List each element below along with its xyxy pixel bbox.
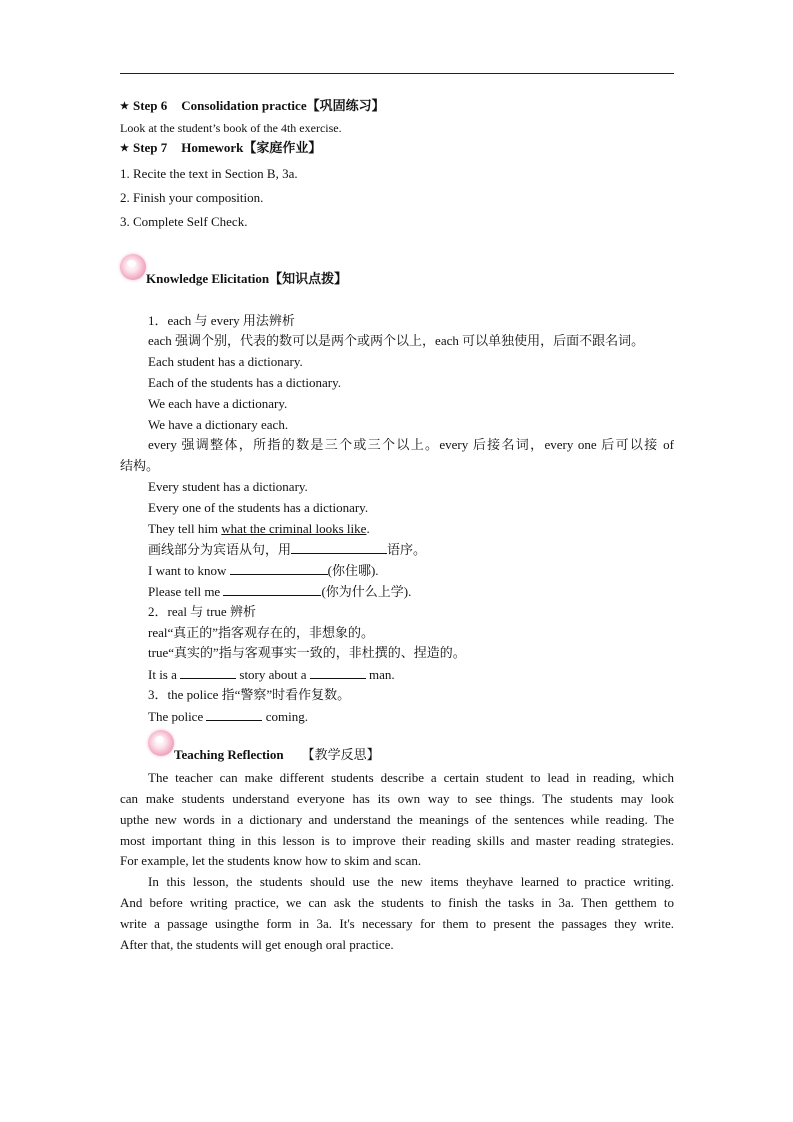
reflection-heading-en: Teaching Reflection [174, 747, 284, 762]
step7-title: Homework【家庭作业】 [181, 140, 322, 155]
header-rule [120, 73, 674, 74]
text-segment: story about a [236, 667, 310, 682]
fill-blank[interactable] [310, 666, 366, 679]
step7-label: Step 7 [132, 140, 168, 155]
step6-title: Consolidation practice【巩固练习】 [181, 98, 385, 113]
example-sentence: We have a dictionary each. [148, 417, 289, 432]
reflection-line: After that, the students will get enough oral practice. [120, 937, 394, 952]
homework-item: 1. Recite the text in Section B, 3a. [120, 166, 298, 181]
text-segment: . [366, 521, 370, 536]
reflection-line: write a passage usingthe form in 3a. It's necessary for them to present the passages they write. [120, 916, 674, 931]
text-segment: The police [148, 709, 207, 724]
text-segment: 画线部分为宾语从句，用 [148, 542, 292, 557]
step6-label: Step 6 [132, 98, 168, 113]
example-sentence: Each of the students has a dictionary. [148, 375, 342, 390]
fill-blank[interactable] [206, 708, 262, 721]
real-true-title: 2．real 与 true 辨析 [148, 604, 256, 619]
text-segment: man. [365, 667, 395, 682]
knowledge-heading: Knowledge Elicitation【知识点拨】 [146, 271, 348, 286]
text-segment: I want to know [148, 563, 230, 578]
reflection-heading [174, 744, 380, 763]
text-segment: 语序。 [387, 542, 427, 557]
reflection-heading-cn: 【教学反思】 [301, 747, 380, 762]
reflection-line: The teacher can make different students describe a certain student to lead in reading, which [148, 770, 674, 785]
star-icon: ★ [120, 143, 129, 154]
tellme-exercise [148, 583, 411, 600]
example-sentence: Every one of the students has a dictionary. [148, 500, 369, 515]
clause-exercise [148, 541, 426, 558]
text-segment: (你为什么上学). [321, 584, 412, 599]
reflection-line: In this lesson, the students should use the new items theyhave learned to practice writing. [148, 874, 674, 889]
reflection-line: For example, let the students know how to skim and scan. [120, 853, 422, 868]
example-sentence: We each have a dictionary. [148, 396, 288, 411]
fill-blank[interactable] [291, 541, 387, 554]
reflection-line: can make students understand everyone has its own way to see things. The students may look [120, 791, 674, 806]
fill-blank[interactable] [223, 583, 321, 596]
real-true-exercise [148, 666, 395, 683]
flower-bullet-icon [120, 254, 146, 280]
fill-blank[interactable] [180, 666, 236, 679]
step6-heading [120, 98, 385, 116]
reflection-line: most important thing in this lesson is to improve their reading skills and master reading strategies. [120, 833, 674, 848]
text-segment: (你住哪). [327, 563, 379, 578]
text-segment: It is a [148, 667, 181, 682]
text-segment: coming. [262, 709, 308, 724]
flower-bullet-icon [148, 730, 174, 756]
reflection-line: upthe new words in a dictionary and understand the meanings of the sentences while reading. The [120, 812, 674, 827]
homework-item: 3. Complete Self Check. [120, 214, 248, 229]
underlined-clause: what the criminal looks like [221, 521, 367, 536]
every-description: every 强调整体，所指的数是三个或三个以上。every 后接名词，every one 后可以接 of [148, 437, 674, 452]
example-sentence: Each student has a dictionary. [148, 354, 303, 369]
police-title: 3．the police 指“警察”时看作复数。 [148, 687, 351, 702]
step6-text: Look at the student’s book of the 4th exercise. [120, 121, 342, 135]
text-segment: Please tell me [148, 584, 224, 599]
know-exercise [148, 562, 379, 579]
fill-blank[interactable] [230, 562, 328, 575]
step7-heading [120, 140, 321, 158]
reflection-line: And before writing practice, we can ask the students to finish the tasks in 3a. Then getthem to [120, 895, 674, 910]
underlined-example [148, 521, 370, 537]
police-exercise [148, 708, 308, 725]
star-icon: ★ [120, 101, 129, 112]
every-description-cont: 结构。 [120, 458, 160, 473]
each-description: each 强调个别，代表的数可以是两个或两个以上，each 可以单独使用，后面不跟名词。 [148, 333, 645, 348]
each-every-title: 1．each 与 every 用法辨析 [148, 313, 295, 328]
example-sentence: Every student has a dictionary. [148, 479, 308, 494]
text-segment: They tell him [148, 521, 222, 536]
true-description: true“真实的”指与客观事实一致的，非杜撰的、捏造的。 [148, 645, 466, 660]
real-description: real“真正的”指客观存在的，非想象的。 [148, 625, 375, 640]
homework-item: 2. Finish your composition. [120, 190, 264, 205]
